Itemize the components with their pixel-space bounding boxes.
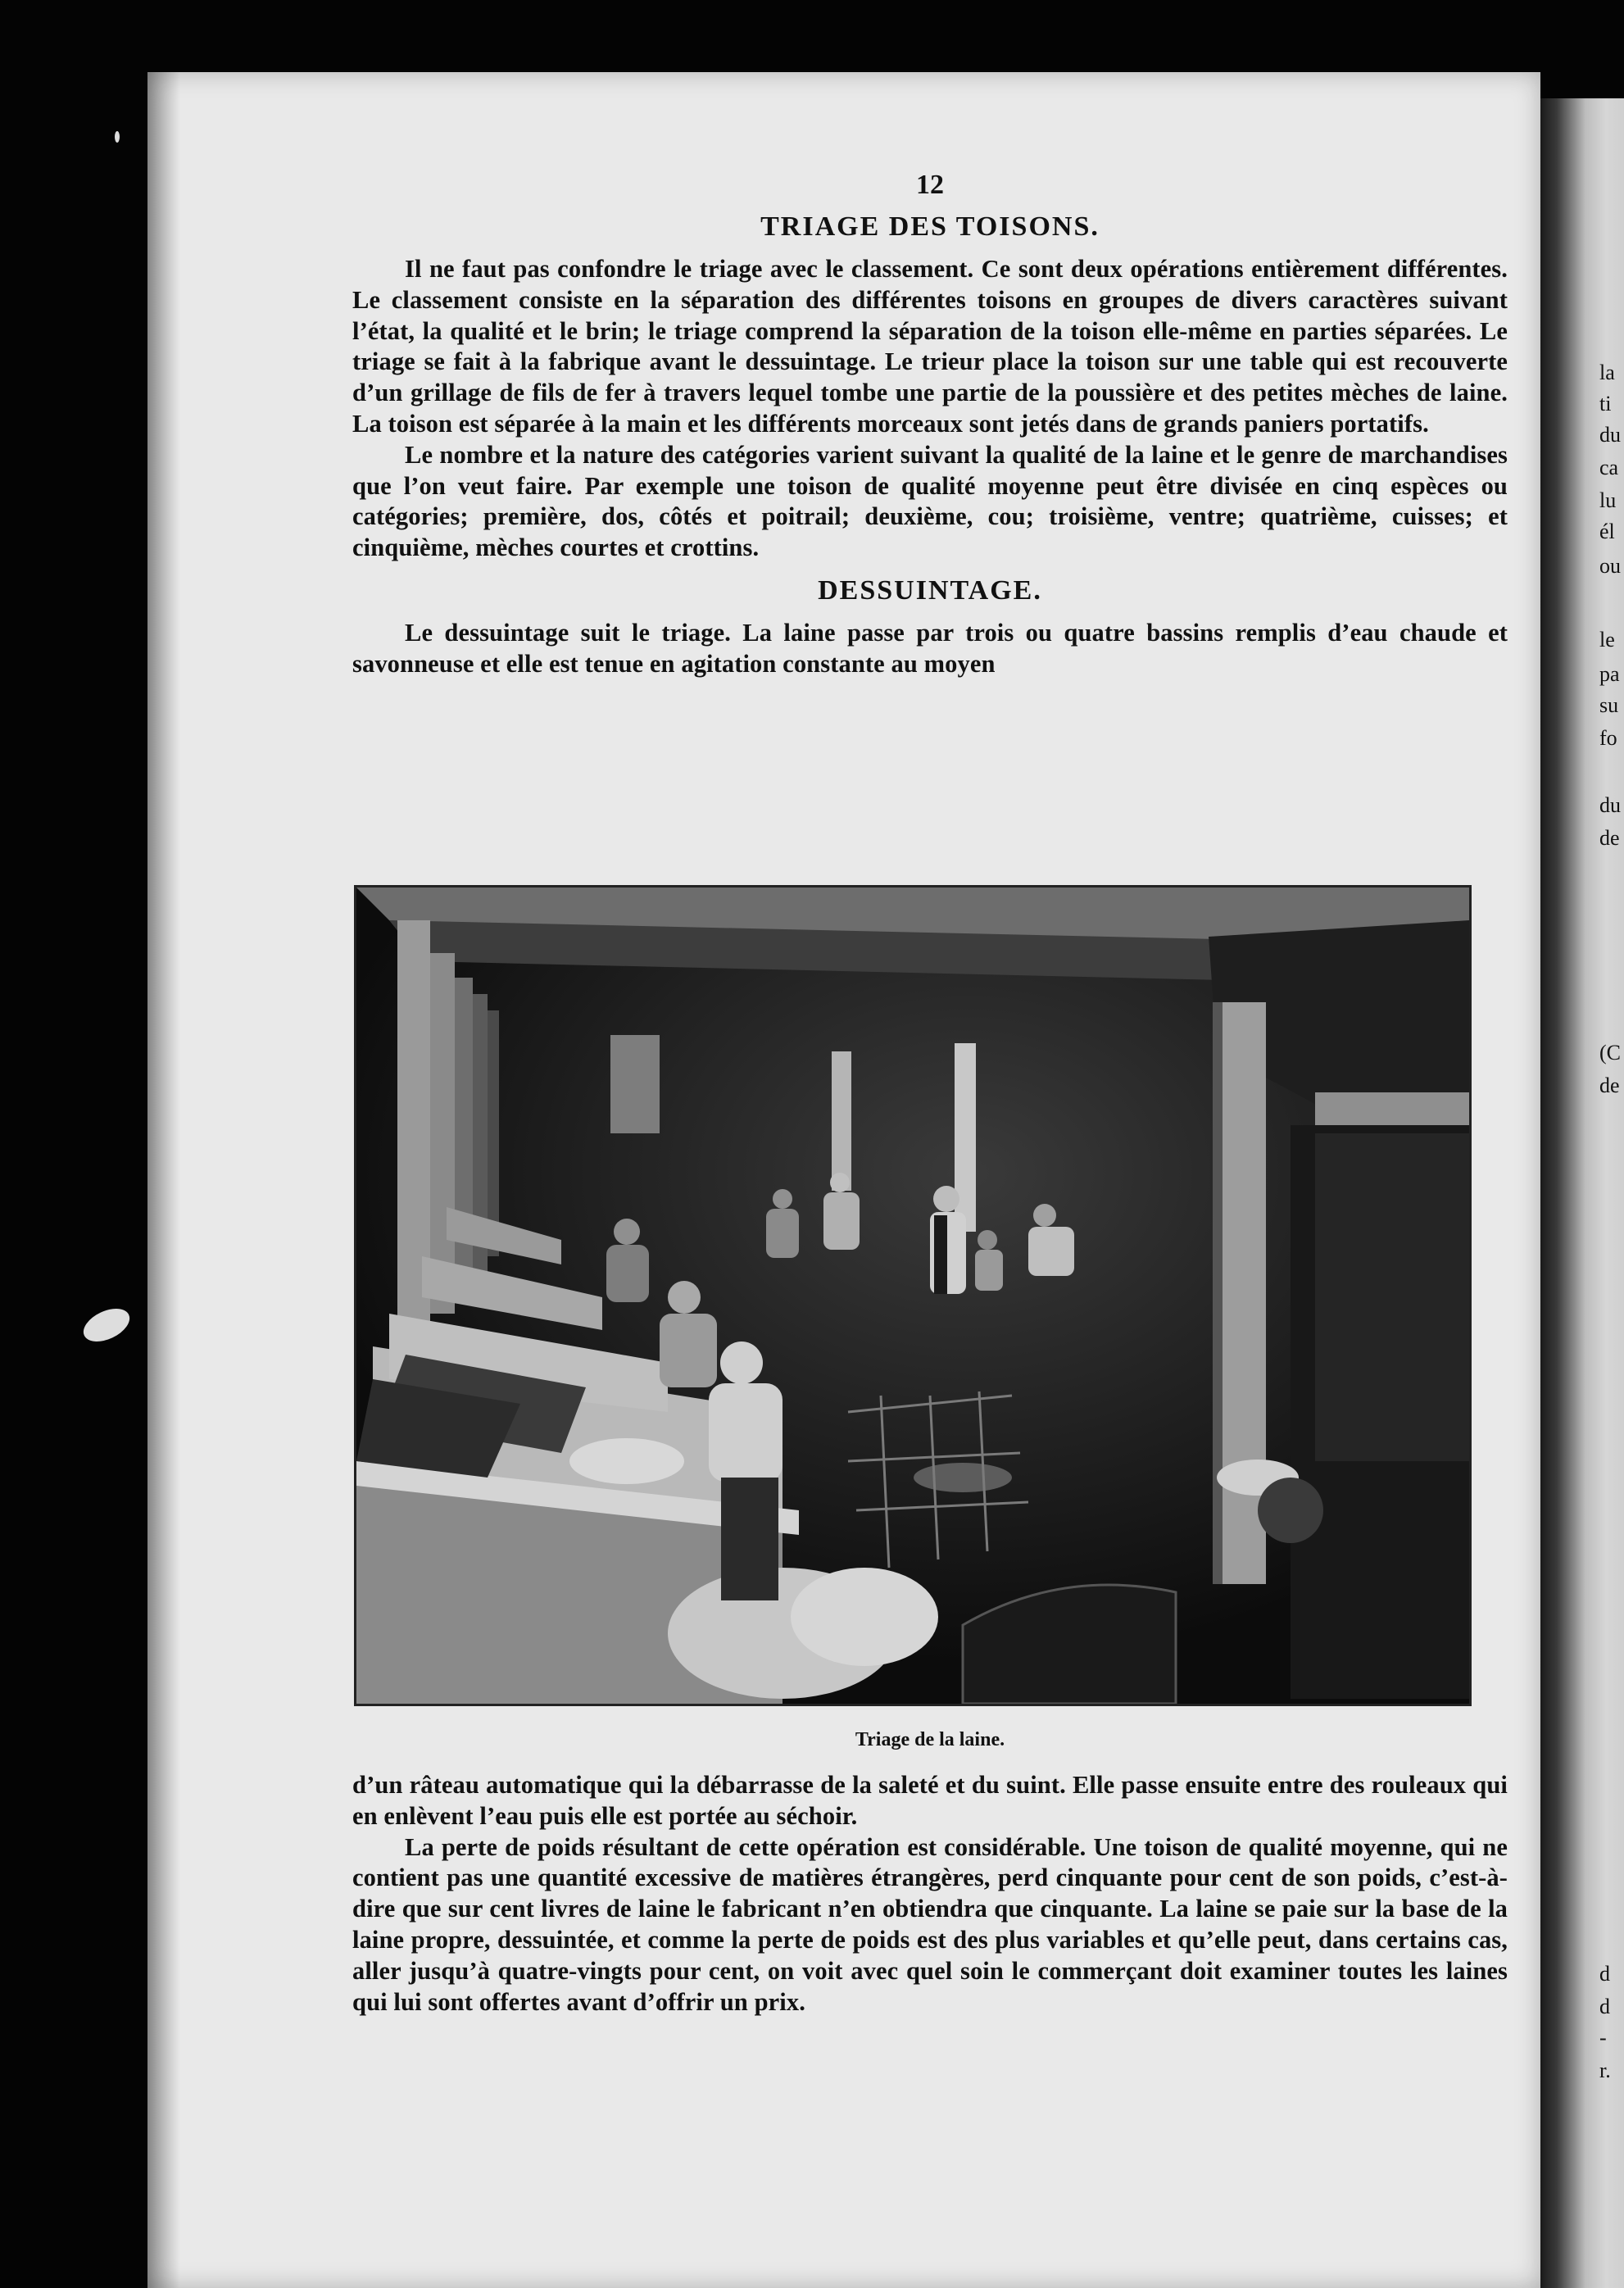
page-text-top xyxy=(352,164,1508,680)
facing-fragment: le xyxy=(1599,628,1615,651)
facing-fragment: ti xyxy=(1599,392,1612,415)
paper-speck xyxy=(79,1302,135,1348)
photo-caption: Triage de la laine. xyxy=(855,1729,1005,1750)
facing-fragment: fo xyxy=(1599,726,1617,750)
facing-fragment: la xyxy=(1599,361,1615,384)
facing-page-fragments xyxy=(1599,0,1624,2288)
heading-triage: TRIAGE DES TOISONS. xyxy=(760,211,1100,242)
facing-fragment: ou xyxy=(1599,554,1621,578)
paper-speck xyxy=(115,131,120,143)
heading-dessuintage: DESSUINTAGE. xyxy=(818,574,1042,606)
page-shadow xyxy=(147,72,180,2288)
facing-fragment: él xyxy=(1599,520,1615,543)
facing-fragment: (C xyxy=(1599,1041,1621,1065)
facing-fragment: du xyxy=(1599,793,1621,817)
page-number: 12 xyxy=(916,170,944,200)
facing-fragment: su xyxy=(1599,693,1619,717)
facing-fragment: ca xyxy=(1599,456,1619,479)
facing-fragment: du xyxy=(1599,423,1621,447)
photograph-wool-sorting xyxy=(354,885,1472,1706)
paragraph: Le nombre et la nature des catégories varient suivant la qualité de la laine et le genre de marchandises que l’on veut faire. Par exemple une toison de qualité moyenne peut être divisée en cinq espèces ou catégories; première, dos, côtés et poitrail; deuxième, cou; troisième, ventre; quatrième, cuisses; et cinquième, mèches courtes et crottins. xyxy=(352,440,1508,562)
facing-fragment: pa xyxy=(1599,662,1620,686)
facing-fragment: lu xyxy=(1599,488,1617,512)
facing-fragment: de xyxy=(1599,826,1620,850)
facing-fragment: d xyxy=(1599,1995,1610,2018)
facing-fragment: r. xyxy=(1599,2059,1611,2082)
paragraph: d’un râteau automatique qui la débarrasse de la saleté et du suint. Elle passe ensuite entre des rouleaux qui en enlèvent l’eau puis elle est portée au séchoir. xyxy=(352,1771,1508,1830)
facing-fragment: d xyxy=(1599,1962,1610,1986)
facing-fragment: de xyxy=(1599,1074,1620,1097)
paragraph: Il ne faut pas confondre le triage avec le classement. Ce sont deux opérations entièrement différentes. Le classement consiste en la séparation des différentes toisons en groupes de divers caractères suivant l’état, la qualité et le brin; le triage comprend la séparation de la toison elle-même en parties séparées. Le triage se fait à la fabrique avant le dessuintage. Le trieur place la toison sur une table qui est recouverte d’un grillage de fils de fer à travers lequel tombe une partie de la poussière et des petites mèches de laine. La toison est séparée à la main et les différents morceaux sont jetés dans de grands paniers portatifs. xyxy=(352,255,1508,438)
facing-fragment: - xyxy=(1599,2026,1607,2050)
paragraph: La perte de poids résultant de cette opération est considérable. Une toison de qualité moyenne, qui ne contient pas une quantité excessive de matières étrangères, perd cinquante pour cent de son poids, c’est-à-dire que sur cent livres de laine le fabricant n’en obtiendra que cinquante. La laine se paie sur la base de la laine propre, dessuintée, et comme la perte de poids est des plus variables et qu’elle peut, dans certains cas, aller jusqu’à quatre-vingts pour cent, on voit avec quel soin le commerçant doit examiner toutes les laines qui lui sont offertes avant d’offrir un prix. xyxy=(352,1832,1508,2016)
wool-sorting-photo-illustration xyxy=(356,888,1469,1704)
paragraph: Le dessuintage suit le triage. La laine passe par trois ou quatre bassins remplis d’eau chaude et savonneuse et elle est tenue en agitation constante au moyen xyxy=(352,618,1508,678)
page-text-bottom xyxy=(352,1770,1508,2018)
